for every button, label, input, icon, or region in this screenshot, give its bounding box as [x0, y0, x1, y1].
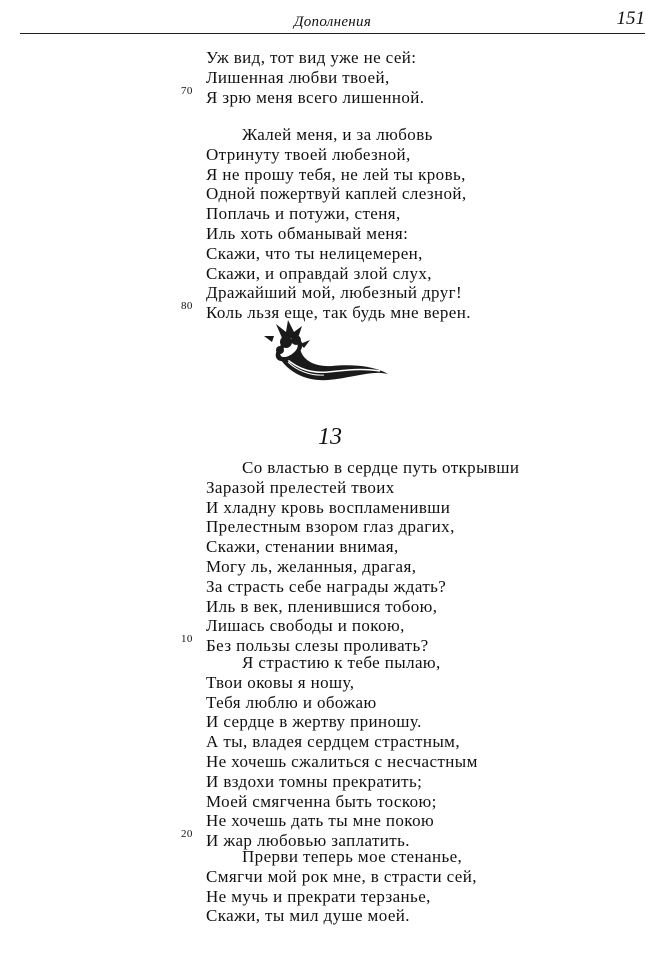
- verse-line: [0, 712, 668, 732]
- verse-line: [0, 478, 668, 498]
- verse-text: Смягчи мой рок мне, в страсти сей,: [206, 866, 477, 886]
- verse-text: Поплачь и потужи, стеня,: [206, 204, 401, 224]
- verse-line: [0, 165, 668, 185]
- verse-line: [0, 125, 668, 145]
- verse-text: Жалей меня, и за любовь: [242, 125, 433, 144]
- verse-text: Одной пожертвуй каплей слезной,: [206, 184, 467, 204]
- verse-text: Не хочешь сжалиться с несчастным: [206, 751, 478, 771]
- verse-line: [0, 458, 668, 478]
- verse-text: А ты, владея сердцем страстным,: [206, 732, 460, 752]
- verse-text: Я зрю меня всего лишенной.: [206, 87, 425, 107]
- verse-text: Коль льзя еще, так будь мне верен.: [206, 303, 471, 323]
- cornucopia-icon: [262, 320, 392, 397]
- line-number: 20: [181, 828, 193, 841]
- stanza: [0, 125, 668, 323]
- verse-text: И жар любовью заплатить.: [206, 831, 410, 851]
- verse-text: Я страстию к тебе пылаю,: [242, 653, 441, 672]
- verse-line: [0, 847, 668, 867]
- verse-text: За страсть себе награды ждать?: [206, 576, 447, 596]
- verse-line: [0, 537, 668, 557]
- header-rule: [20, 33, 645, 34]
- verse-line: [0, 811, 668, 831]
- verse-text: Могу ль, желанныя, драгая,: [206, 556, 417, 576]
- verse-text: Лишась свободы и покою,: [206, 616, 405, 636]
- verse-text: Скажи, что ты нелицемерен,: [206, 243, 423, 263]
- line-number: 10: [181, 633, 193, 646]
- verse-line: [0, 732, 668, 752]
- stanza: [0, 48, 668, 107]
- verse-line: [0, 616, 668, 636]
- verse-text: Со властью в сердце путь открывши: [242, 458, 520, 477]
- verse-text: Не мучь и прекрати терзанье,: [206, 886, 431, 906]
- verse-text: Лишенная любви твоей,: [206, 67, 390, 87]
- verse-line: [0, 887, 668, 907]
- verse-text: Прерви теперь мое стенанье,: [242, 847, 463, 866]
- verse-line: [0, 792, 668, 812]
- verse-line: [0, 204, 668, 224]
- verse-line: [0, 867, 668, 887]
- verse-text: Не хочешь дать ты мне покою: [206, 811, 435, 831]
- verse-line: [0, 577, 668, 597]
- page-number: 151: [616, 8, 645, 29]
- verse-line: [0, 68, 668, 88]
- verse-text: Я не прошу тебя, не лей ты кровь,: [206, 164, 466, 184]
- verse-text: Без пользы слезы проливать?: [206, 636, 429, 656]
- verse-line: [0, 557, 668, 577]
- verse-line: [0, 653, 668, 673]
- verse-text: Тебя люблю и обожаю: [206, 692, 377, 712]
- verse-line: [0, 906, 668, 926]
- verse-text: Моей смягченна быть тоскою;: [206, 791, 437, 811]
- verse-line: [0, 597, 668, 617]
- running-title: Дополнения: [293, 14, 372, 30]
- running-head: [20, 6, 645, 36]
- verse-line: [0, 693, 668, 713]
- verse-line: [0, 244, 668, 264]
- verse-line: [0, 772, 668, 792]
- verse-text: Скажи, стенании внимая,: [206, 537, 399, 557]
- verse-line: [0, 752, 668, 772]
- verse-line: [0, 517, 668, 537]
- poem-number: 13: [318, 424, 342, 450]
- verse-text: Отринуту твоей любезной,: [206, 144, 411, 164]
- verse-line: [0, 498, 668, 518]
- verse-text: Иль в век, пленившися тобою,: [206, 596, 438, 616]
- verse-text: И хладну кровь воспламенивши: [206, 497, 451, 517]
- verse-text: Скажи, и оправдай злой слух,: [206, 263, 432, 283]
- verse-text: Твои оковы я ношу,: [206, 672, 355, 692]
- verse-text: Скажи, ты мил душе моей.: [206, 906, 410, 926]
- verse-line: [0, 184, 668, 204]
- line-number: 80: [181, 300, 193, 313]
- verse-line: [0, 264, 668, 284]
- verse-line: [0, 84, 668, 108]
- verse-text: И вздохи томны прекратить;: [206, 771, 423, 791]
- stanza: [0, 847, 668, 926]
- stanza: [0, 458, 668, 656]
- verse-line: [0, 48, 668, 68]
- line-number: 70: [181, 84, 193, 97]
- stanza: [0, 653, 668, 851]
- verse-line: [0, 673, 668, 693]
- verse-text: И сердце в жертву приношу.: [206, 712, 422, 732]
- verse-text: Заразой прелестей твоих: [206, 477, 395, 497]
- verse-line: [0, 224, 668, 244]
- verse-line: [0, 283, 668, 303]
- verse-line: [0, 145, 668, 165]
- verse-text: Прелестным взором глаз драгих,: [206, 517, 455, 537]
- verse-text: Уж вид, тот вид уже не сей:: [206, 48, 417, 67]
- verse-text: Дражайший мой, любезный друг!: [206, 283, 463, 303]
- verse-text: Иль хоть обманывай меня:: [206, 223, 409, 243]
